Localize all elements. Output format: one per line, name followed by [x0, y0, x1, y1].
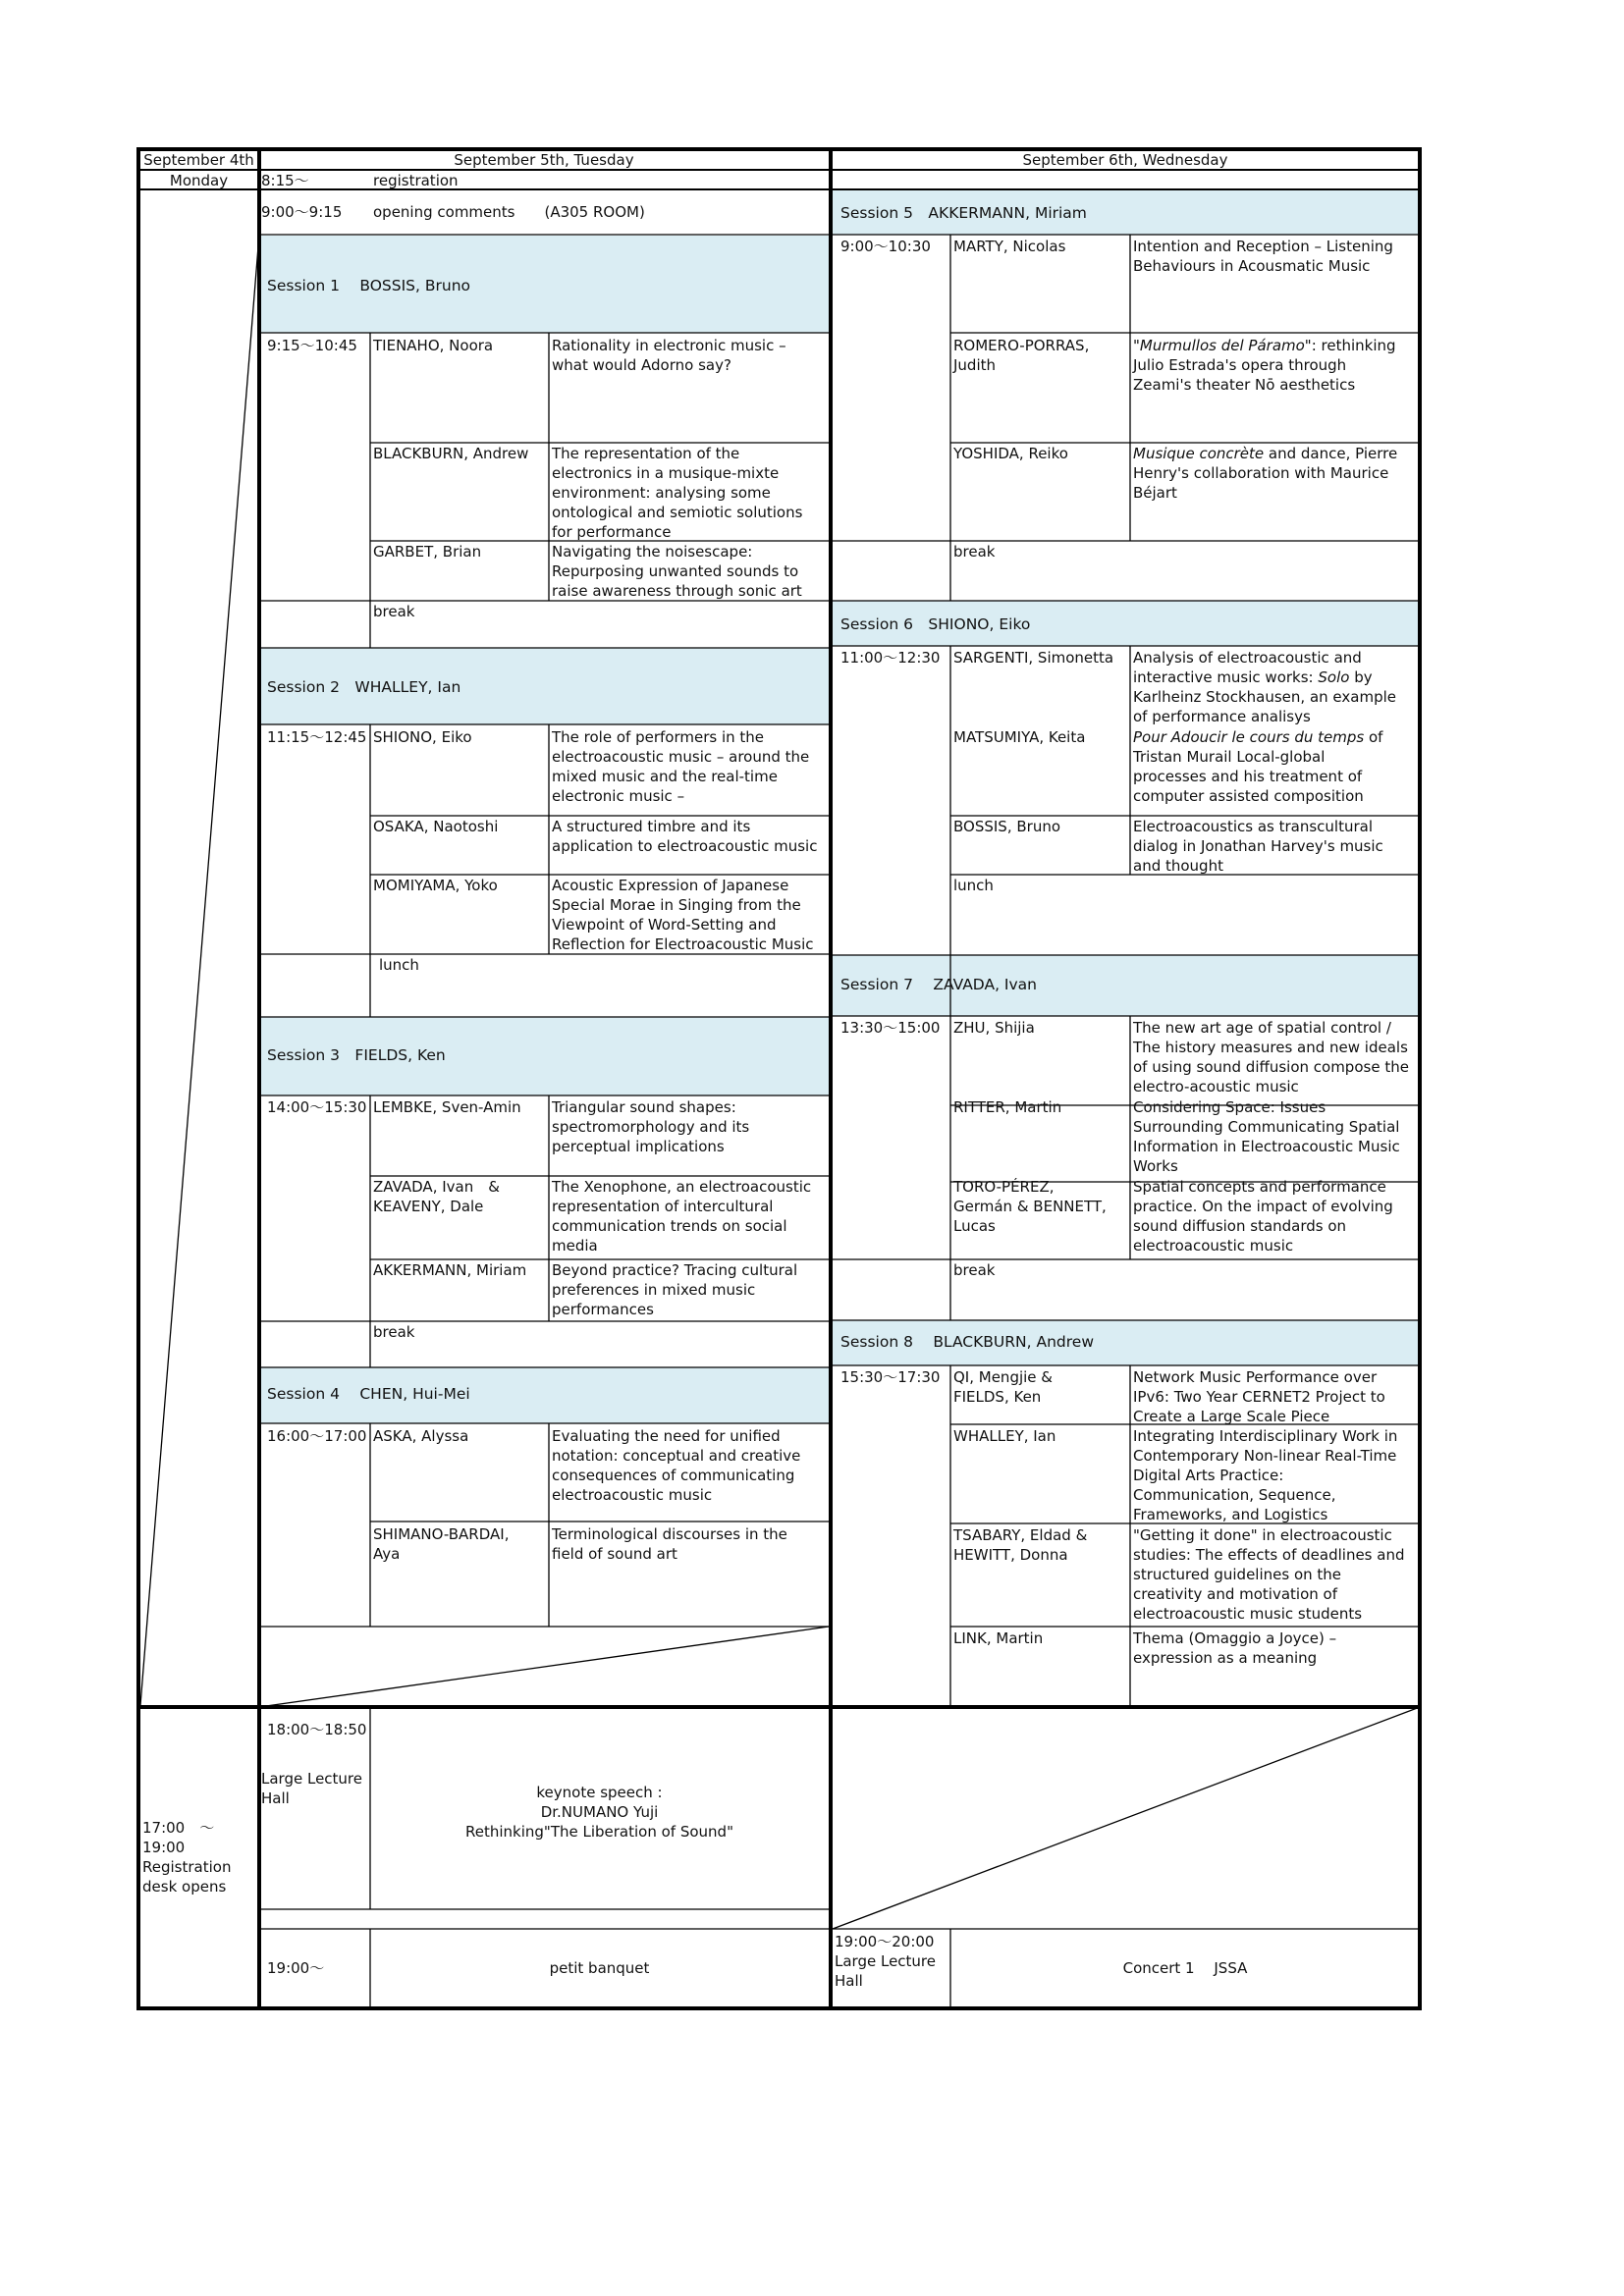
talk-author: WHALLEY, Ian [953, 1427, 1056, 1445]
talk-author: ZHU, Shijia [953, 1019, 1035, 1037]
talk-author: LINK, Martin [953, 1629, 1044, 1647]
session-2-time: 11:15～12:45 [267, 728, 367, 746]
talk-author: MARTY, Nicolas [953, 238, 1066, 255]
wednesday-header: September 6th, Wednesday [1022, 151, 1228, 169]
registration-label: registration [373, 172, 459, 189]
talk-title-rest: by Karlheinz Stockhausen, an example of performance analisys [1133, 668, 1396, 725]
talk-title: Thema (Omaggio a Joyce) – expression as a meaning [1133, 1629, 1337, 1667]
talk-title-italic: Musique concrète [1133, 445, 1265, 462]
talk-author: SHIONO, Eiko [373, 728, 472, 746]
talk-title-italic: Solo [1318, 668, 1350, 686]
opening-time: 9:00～9:15 [261, 203, 343, 221]
session-8-time: 15:30～17:30 [840, 1368, 941, 1386]
session-5-title: Session 5 AKKERMANN, Miriam [840, 204, 1087, 222]
talk-title: "Getting it done" in electroacoustic studies: The effects of deadlines and structured guidelines on the creativity and motivation of electroacoustic music students [1133, 1526, 1405, 1623]
monday-registration-note: 17:00 ～ 19:00 Registration desk opens [142, 1819, 232, 1896]
talk-title-rest: and dance, Pierre Henry's collaboration with Maurice Béjart [1133, 445, 1398, 502]
talk-title: Spatial concepts and performance practice. On the impact of evolving sound diffusion standards on electroacoustic music [1133, 1178, 1393, 1255]
session-1-title: Session 1 BOSSIS, Bruno [267, 277, 470, 294]
lunch-label: lunch [953, 877, 994, 894]
session-6-time: 11:00～12:30 [840, 649, 941, 667]
session-7-time: 13:30～15:00 [840, 1019, 941, 1037]
talk-title: Terminological discourses in the field of sound art [552, 1525, 787, 1563]
talk-title-italic: Pour Adoucir le cours du temps [1133, 728, 1365, 746]
talk-author: ZAVADA, Ivan & KEAVENY, Dale [373, 1178, 500, 1215]
talk-author: SHIMANO-BARDAI, Aya [373, 1525, 510, 1563]
talk-title: The new art age of spatial control / The history measures and new ideals of using sound diffusion compose the electro-acoustic music [1133, 1019, 1409, 1095]
break-label: break [953, 543, 996, 561]
talk-title-pre: Analysis of electroacoustic and interactive music works: [1133, 649, 1362, 686]
session-4-time: 16:00～17:00 [267, 1427, 367, 1445]
concert-time-place: 19:00～20:00 Large Lecture Hall [835, 1933, 936, 1990]
break-label: break [373, 603, 415, 620]
talk-title: Navigating the noisescape: Repurposing unwanted sounds to raise awareness through sonic art [552, 543, 802, 600]
talk-title [1133, 727, 1382, 806]
session-7-title: Session 7 ZAVADA, Ivan [840, 976, 1037, 993]
talk-author: SARGENTI, Simonetta [953, 649, 1114, 667]
session-3-time: 14:00～15:30 [267, 1098, 367, 1116]
keynote-place: Large Lecture Hall [261, 1770, 362, 1807]
tuesday-header: September 5th, Tuesday [454, 151, 634, 169]
talk-title: Integrating Interdisciplinary Work in Contemporary Non-linear Real-Time Digital Arts Practice: Communication, Sequence, Frameworks, and Logistics [1133, 1427, 1398, 1523]
talk-title: Acoustic Expression of Japanese Special Morae in Singing from the Viewpoint of Word-Setting and Reflection for Electroacoustic Music [552, 877, 814, 953]
talk-author: LEMBKE, Sven-Amin [373, 1098, 521, 1116]
talk-title-italic: "Murmullos del Páramo" [1133, 337, 1312, 354]
break-label: break [373, 1323, 415, 1341]
talk-author: YOSHIDA, Reiko [953, 445, 1068, 462]
keynote-time: 18:00～18:50 [267, 1721, 367, 1738]
monday-date-header: September 4th [143, 151, 254, 169]
session-2-title: Session 2 WHALLEY, Ian [267, 678, 461, 696]
lunch-label: lunch [379, 956, 419, 974]
talk-author: RITTER, Martin [953, 1098, 1062, 1116]
talk-title [1133, 444, 1397, 503]
talk-author: QI, Mengjie & FIELDS, Ken [953, 1368, 1053, 1406]
registration-time: 8:15～ [261, 172, 309, 189]
talk-title: Intention and Reception – Listening Behaviours in Acousmatic Music [1133, 238, 1393, 275]
session-5-time: 9:00～10:30 [840, 238, 931, 255]
talk-title: The Xenophone, an electroacoustic representation of intercultural communication trends on social media [552, 1178, 812, 1255]
talk-author: AKKERMANN, Miriam [373, 1261, 527, 1279]
talk-title: Rationality in electronic music – what would Adorno say? [552, 337, 786, 374]
session-1-time: 9:15～10:45 [267, 337, 357, 354]
talk-author: MOMIYAMA, Yoko [373, 877, 498, 894]
talk-title: Considering Space: Issues Surrounding Communicating Spatial Information in Electroacoustic Music Works [1133, 1098, 1400, 1175]
talk-author: GARBET, Brian [373, 543, 482, 561]
talk-title: A structured timbre and its application to electroacoustic music [552, 818, 818, 855]
opening-label: opening comments (A305 ROOM) [373, 203, 645, 221]
banquet-time: 19:00～ [267, 1959, 325, 1977]
talk-title: Evaluating the need for unified notation: conceptual and creative consequences of communicating electroacoustic music [552, 1427, 801, 1504]
talk-title: The representation of the electronics in a musique-mixte environment: analysing some ontological and semiotic solutions for performance [552, 445, 803, 541]
talk-title: Network Music Performance over IPv6: Two Year CERNET2 Project to Create a Large Scale Piece [1133, 1368, 1385, 1425]
session-6-title: Session 6 SHIONO, Eiko [840, 615, 1031, 633]
talk-author: BOSSIS, Bruno [953, 818, 1061, 835]
talk-author: ROMERO-PORRAS, Judith [953, 337, 1090, 374]
talk-author: ASKA, Alyssa [373, 1427, 469, 1445]
talk-title [1133, 336, 1396, 395]
session-8-title: Session 8 BLACKBURN, Andrew [840, 1333, 1095, 1351]
talk-title [1133, 648, 1396, 726]
keynote-description: keynote speech : Dr.NUMANO Yuji Rethinking"The Liberation of Sound" [465, 1784, 733, 1841]
session-3-title: Session 3 FIELDS, Ken [267, 1046, 446, 1064]
talk-title: Beyond practice? Tracing cultural preferences in mixed music performances [552, 1261, 798, 1318]
talk-author: OSAKA, Naotoshi [373, 818, 499, 835]
talk-title: Triangular sound shapes: spectromorphology and its perceptual implications [552, 1098, 750, 1155]
talk-title-rest: of Tristan Murail Local-global processes and his treatment of computer assisted composition [1133, 728, 1383, 805]
talk-author: MATSUMIYA, Keita [953, 728, 1086, 746]
talk-author: BLACKBURN, Andrew [373, 445, 529, 462]
break-label: break [953, 1261, 996, 1279]
monday-day-header: Monday [169, 172, 229, 189]
talk-title: The role of performers in the electroacoustic music – around the mixed music and the real-time electronic music – [552, 728, 810, 805]
talk-title-rest: : rethinking Julio Estrada's opera through Zeami's theater Nō aesthetics [1133, 337, 1396, 394]
talk-author: TSABARY, Eldad & HEWITT, Donna [953, 1526, 1088, 1564]
concert-label: Concert 1 JSSA [1122, 1959, 1248, 1977]
talk-author: TORO-PÉREZ, Germán & BENNETT, Lucas [953, 1178, 1107, 1235]
talk-title: Electroacoustics as transcultural dialog in Jonathan Harvey's music and thought [1133, 818, 1383, 875]
banquet-label: petit banquet [549, 1959, 650, 1977]
talk-author: TIENAHO, Noora [373, 337, 494, 354]
session-4-title: Session 4 CHEN, Hui-Mei [267, 1385, 470, 1403]
